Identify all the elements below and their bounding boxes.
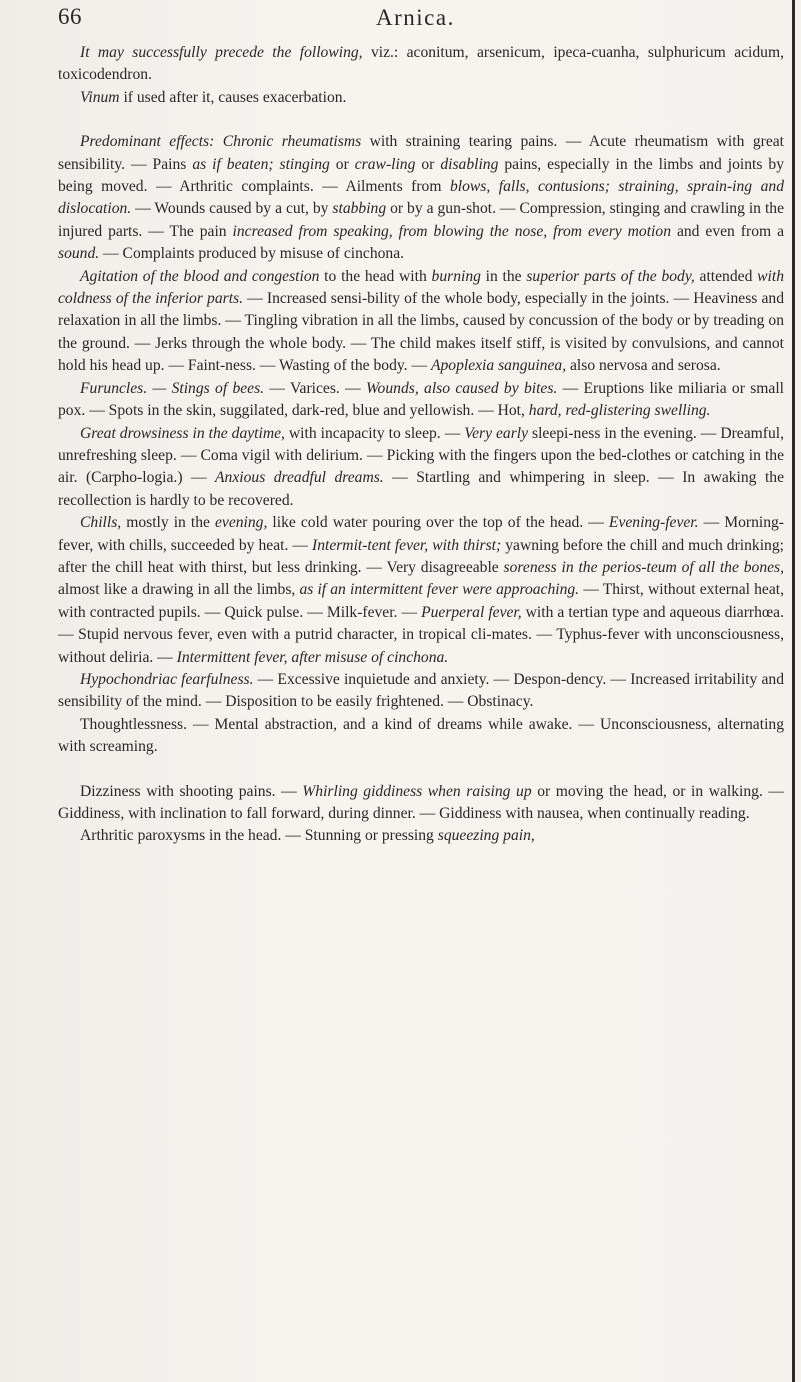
- italic-run: evening,: [214, 514, 268, 532]
- text-run: viz.: aconitum, arsenicum, ipeca-cuanha, sulphuricum acidum, toxicodendron.: [58, 44, 784, 84]
- italic-run: Very early: [464, 424, 529, 442]
- page-header: [58, 4, 758, 32]
- text-run: — Wounds caused by a cut, by: [131, 200, 333, 218]
- body-text: [58, 42, 784, 848]
- italic-run: Hypochondriac fearfulness.: [80, 670, 254, 688]
- text-run: and even from a: [671, 222, 784, 240]
- text-run: — Varices. —: [264, 379, 366, 397]
- italic-run: burning: [431, 267, 481, 285]
- running-title: Arnica.: [376, 5, 455, 30]
- text-run: with straining tearing pains. — Acute rheumatism with great sensibility. — Pains: [58, 133, 784, 173]
- text-run: — Complaints produced by misuse of cinchona.: [99, 245, 405, 263]
- text-run: or by a gun-shot. — Compression, stinging and crawling in the injured parts. — The pain: [58, 200, 784, 240]
- paragraph: [58, 714, 784, 759]
- paragraph: [58, 781, 784, 826]
- text-run: pains, especially in the limbs and joints by being moved. — Arthritic complaints. — Ailments from: [58, 155, 784, 196]
- text-run: — Thirst, without external heat, with contracted pupils. — Quick pulse. — Milk-fever. —: [58, 581, 784, 621]
- italic-run: Whirling giddiness when raising up: [302, 782, 532, 800]
- paragraph: [58, 825, 784, 847]
- paragraph: [58, 423, 784, 513]
- italic-run: stabbing: [332, 200, 387, 218]
- page-edge-shadow: [792, 0, 795, 1382]
- paragraph: [58, 266, 784, 378]
- italic-run: craw-ling: [354, 155, 416, 173]
- text-run: attended: [694, 267, 758, 285]
- italic-run: Furuncles. — Stings of bees.: [80, 379, 265, 397]
- italic-run: Puerperal fever,: [421, 603, 522, 621]
- italic-run: Intermit-tent fever, with thirst;: [312, 536, 502, 554]
- text-run: Thoughtlessness. — Mental abstraction, and a kind of dreams while awake. — Unconsciousness, alternating with screaming.: [58, 715, 784, 756]
- text-run: Arthritic paroxysms in the head. — Stunning or pressing: [80, 827, 438, 845]
- paragraph: [58, 512, 784, 669]
- italic-run: increased from speaking, from blowing the nose, from every motion: [232, 222, 671, 240]
- text-run: to the head with: [319, 267, 432, 285]
- text-run: mostly in the: [121, 514, 215, 532]
- italic-run: with coldness of the inferior parts.: [58, 267, 784, 308]
- italic-run: disabling: [440, 155, 499, 173]
- text-run: sleepi-ness in the evening. — Dreamful, unrefreshing sleep. — Coma vigil with delirium. — Picking with the fingers upon the bed-clothes or catching in the air. (Carpho-logia.) —: [58, 424, 785, 487]
- text-run: almost like a drawing in all the limbs,: [58, 581, 300, 599]
- italic-run: squeezing pain,: [437, 827, 535, 845]
- italic-run: Evening-fever.: [608, 514, 699, 532]
- italic-run: Chills,: [80, 514, 122, 532]
- italic-run: It may successfully precede the following,: [80, 44, 363, 61]
- italic-run: superior parts of the body,: [526, 267, 695, 285]
- text-run: — Eruptions like miliaria or small pox. — Spots in the skin, suggilated, dark-red, blue and yellowish. — Hot,: [58, 379, 785, 420]
- italic-run: Anxious dreadful dreams.: [215, 469, 384, 487]
- paragraph: [58, 131, 784, 265]
- italic-run: Wounds, also caused by bites.: [366, 379, 558, 397]
- text-run: — Excessive inquietude and anxiety. — Despon-dency. — Increased irritability and sensibility of the mind. — Disposition to be easily frightened. — Obstinacy.: [58, 670, 784, 711]
- italic-run: Apoplexia sanguinea,: [430, 357, 567, 375]
- text-run: — Startling and whimpering in sleep. — In awaking the recollection is hardly to be recovered.: [58, 469, 784, 509]
- text-run: in the: [480, 267, 527, 285]
- text-run: Dizziness with shooting pains. —: [80, 782, 303, 800]
- page-number: 66: [58, 4, 82, 29]
- italic-run: sound.: [58, 245, 100, 263]
- text-run: yawning before the chill and much drinking; after the chill heat with thirst, but less drinking. — Very disagreeable: [58, 536, 784, 576]
- italic-run: Predominant effects: Chronic rheumatisms: [80, 133, 362, 151]
- text-run: — Increased sensi-bility of the whole body, especially in the joints. — Heaviness and relaxation in all the limbs. — Tingling vibration in all the limbs, caused by concussion of the body or by treading on the ground. — Jerks through the whole body. — The child makes itself stiff, is visited by convulsions, and cannot hold his head up. — Faint-ness. — Wasting of the body. —: [58, 290, 784, 375]
- italic-run: blows, falls, contusions; straining, sprain-ing and dislocation.: [58, 178, 784, 218]
- italic-run: soreness in the perios-teum of all the bones,: [503, 558, 784, 576]
- italic-run: as if beaten; stinging: [192, 155, 330, 173]
- italic-run: Agitation of the blood and congestion: [80, 267, 320, 285]
- paragraph: [58, 669, 784, 714]
- text-run: with a tertian type and aqueous diarrhœa. — Stupid nervous fever, even with a putrid character, in tropical cli-mates. — Typhus-fever with unconsciousness, without deliria. —: [58, 603, 784, 666]
- italic-run: as if an intermittent fever were approaching.: [299, 581, 580, 599]
- italic-run: hard, red-glistering swelling.: [528, 402, 711, 420]
- text-run: like cold water pouring over the top of the head. —: [267, 514, 609, 532]
- italic-run: Vinum: [80, 88, 120, 106]
- italic-run: Great drowsiness in the daytime,: [80, 424, 285, 442]
- text-run: also nervosa and serosa.: [566, 357, 721, 375]
- text-run: or moving the head, or in walking. — Giddiness, with inclination to fall forward, during dinner. — Giddiness with nausea, when continually reading.: [58, 782, 785, 822]
- text-run: if used after it, causes exacerbation.: [119, 88, 347, 106]
- paragraph: [58, 87, 784, 109]
- text-run: with incapacity to sleep. —: [284, 424, 465, 442]
- italic-run: Intermittent fever, after misuse of cinchona.: [176, 648, 449, 666]
- text-run: — Morning-fever, with chills, succeeded by heat. —: [58, 514, 784, 554]
- paragraph: [58, 378, 784, 423]
- text-run: or: [329, 155, 355, 173]
- paragraph: [58, 42, 784, 87]
- text-run: or: [415, 155, 441, 173]
